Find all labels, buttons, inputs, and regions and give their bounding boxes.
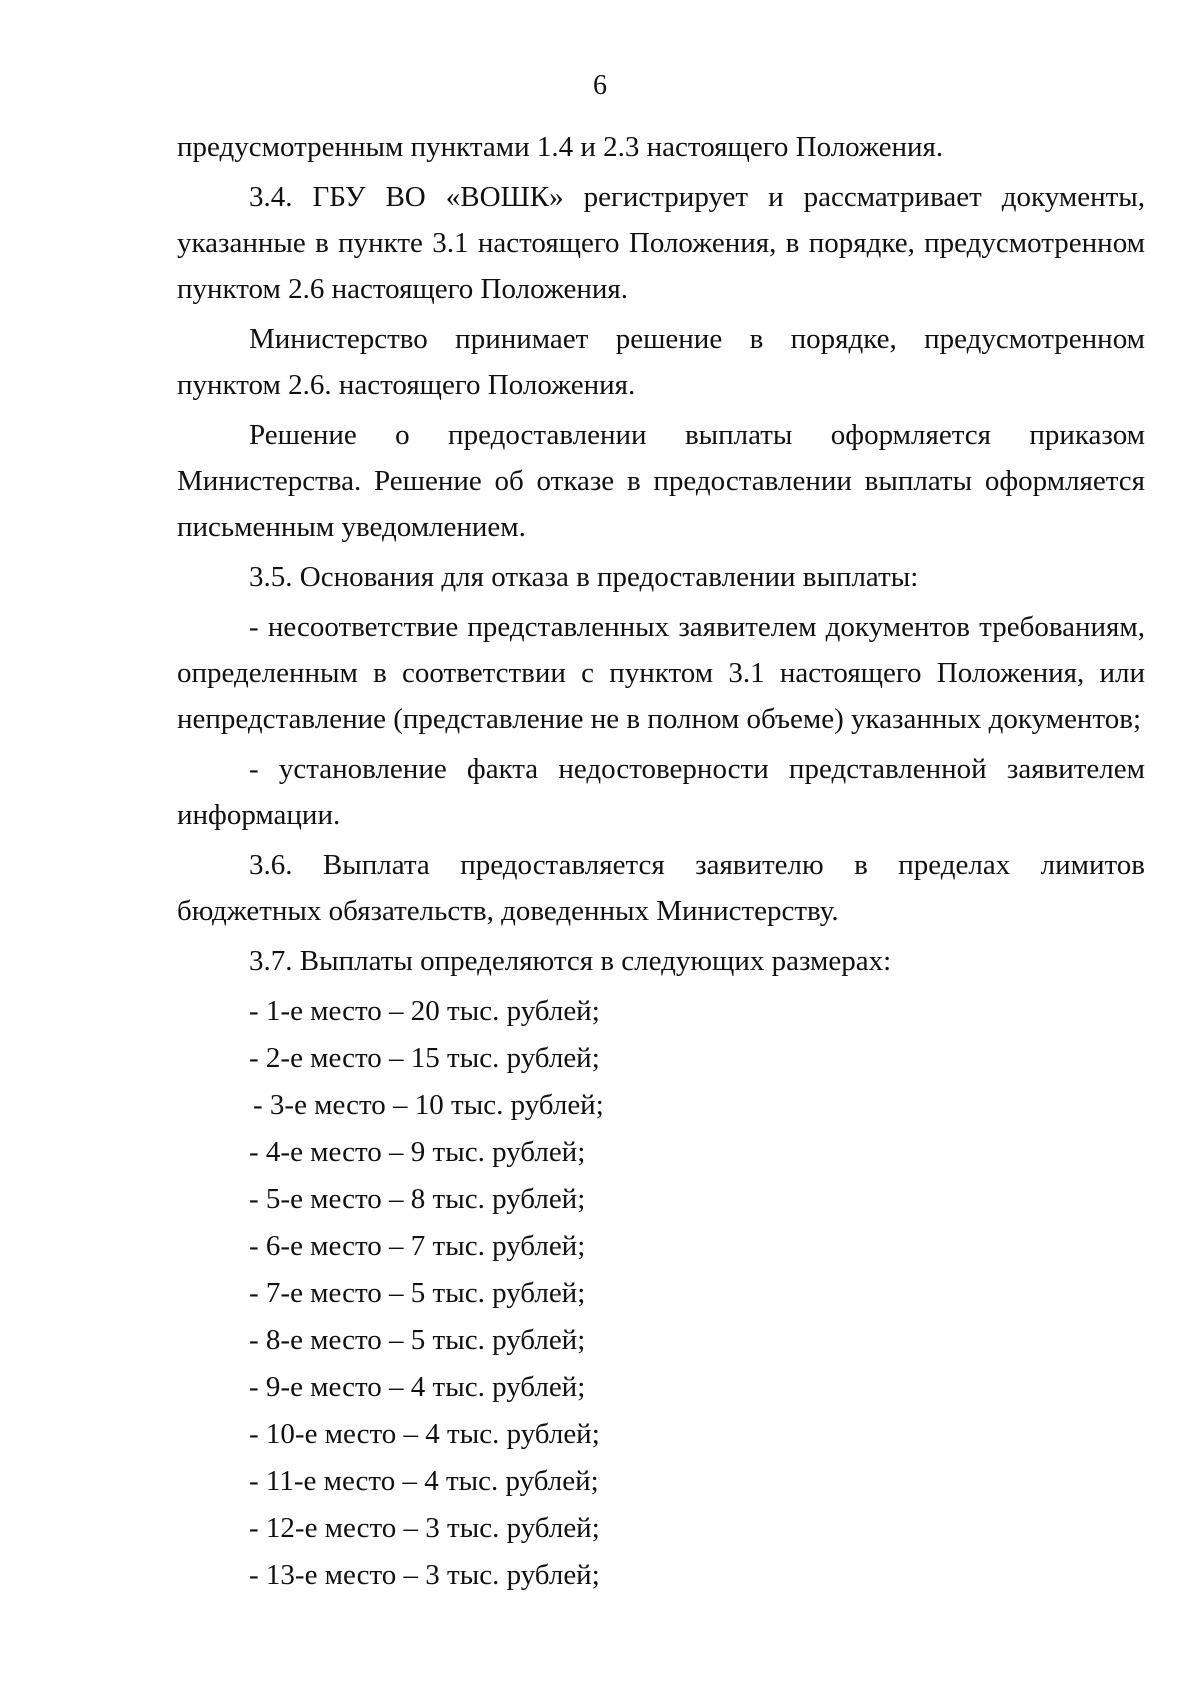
list-item: - 1-е место – 20 тыс. рублей; — [249, 995, 600, 1027]
paragraph-3-7: 3.7. Выплаты определяются в следующих размерах: — [249, 945, 892, 977]
list-item: - 12-е место – 3 тыс. рублей; — [249, 1512, 600, 1544]
list-item: - 9-е место – 4 тыс. рублей; — [249, 1371, 586, 1403]
refusal-reason-1: - несоответствие представленных заявителем документов требованиям, определенным в соответствии с пунктом 3.1 настоящего Положения, или непредставление (представление не в полном объеме) указанных документов; — [177, 611, 1145, 735]
list-item: - 3-е место – 10 тыс. рублей; — [253, 1089, 604, 1121]
list-item: - 2-е место – 15 тыс. рублей; — [249, 1042, 600, 1074]
list-item: - 13-е место – 3 тыс. рублей; — [249, 1559, 600, 1591]
paragraph-continuation: предусмотренным пунктами 1.4 и 2.3 настоящего Положения. — [177, 131, 944, 163]
paragraph-3-4: 3.4. ГБУ ВО «ВОШК» регистрирует и рассматривает документы, указанные в пункте 3.1 настоящего Положения, в порядке, предусмотренном пунктом 2.6 настоящего Положения. — [177, 181, 1145, 305]
page-number: 6 — [593, 70, 607, 101]
paragraph-decision-format: Решение о предоставлении выплаты оформляется приказом Министерства. Решение об отказе в предоставлении выплаты оформляется письменным уведомлением. — [177, 419, 1145, 543]
paragraph-3-6: 3.6. Выплата предоставляется заявителю в пределах лимитов бюджетных обязательств, доведенных Министерству. — [177, 849, 1145, 927]
list-item: - 10-е место – 4 тыс. рублей; — [249, 1418, 600, 1450]
document-body — [177, 124, 1145, 1599]
list-item: - 4-е место – 9 тыс. рублей; — [249, 1136, 586, 1168]
list-item: - 5-е место – 8 тыс. рублей; — [249, 1183, 586, 1215]
paragraph-3-5: 3.5. Основания для отказа в предоставлении выплаты: — [249, 561, 919, 593]
list-item: - 11-е место – 4 тыс. рублей; — [249, 1465, 599, 1497]
list-item: - 6-е место – 7 тыс. рублей; — [249, 1230, 586, 1262]
paragraph-ministry-decision: Министерство принимает решение в порядке, предусмотренном пунктом 2.6. настоящего Положения. — [177, 323, 1145, 401]
payment-list — [177, 988, 1145, 1598]
list-item: - 7-е место – 5 тыс. рублей; — [249, 1277, 586, 1309]
list-item: - 8-е место – 5 тыс. рублей; — [249, 1324, 586, 1356]
refusal-reason-2: - установление факта недостоверности представленной заявителем информации. — [177, 753, 1145, 831]
